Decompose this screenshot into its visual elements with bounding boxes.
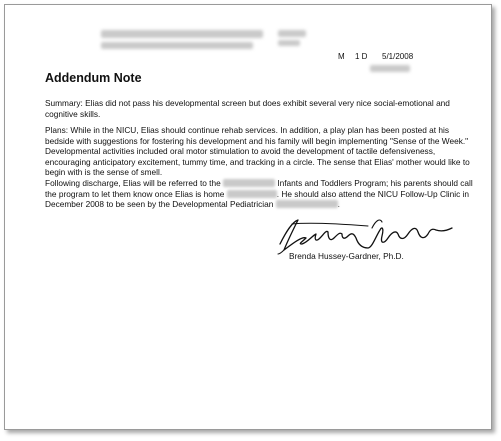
discharge-text-1: Following discharge, Elias will be referred to the	[45, 178, 221, 188]
redacted-location	[370, 65, 410, 72]
summary-paragraph: Summary: Elias did not pass his developmental screen but does exhibit several very nice social-emotional and cognitive skills.	[45, 98, 450, 119]
redacted-pediatrician-name	[276, 200, 338, 208]
redacted-record-number	[278, 30, 306, 37]
redacted-phone-number	[227, 190, 277, 198]
redacted-patient-name	[101, 30, 263, 38]
discharge-paragraph	[45, 178, 473, 210]
note-date: 5/1/2008	[382, 52, 414, 61]
redacted-record-detail	[278, 40, 300, 46]
signature-name: Brenda Hussey-Gardner, Ph.D.	[289, 251, 404, 261]
redacted-patient-info	[101, 42, 253, 49]
discharge-text-4: .	[337, 199, 340, 210]
plans-paragraph: Plans: While in the NICU, Elias should continue rehab services. In addition, a play plan has been posted at his bedside with suggestions for fostering his development and his family will begin implementing "Sense of the Week." Developmental activities included oral motor stimulation to avoid the development of tactile defensiveness, encouraging anticipatory excitement, tummy time, and tracking in a circle. The sense that Elias' mother would like to begin with is the sense of smell.	[45, 125, 470, 178]
patient-gender: M	[338, 52, 345, 61]
patient-age: 1 D	[355, 52, 368, 61]
page-title: Addendum Note	[45, 71, 142, 85]
redacted-program-name	[223, 179, 275, 187]
discharge-text-3: . He should also attend the NICU Follow-Up Clinic in December 2008 to be seen by the Developmental Pediatrician	[45, 188, 470, 210]
handwritten-signature	[272, 214, 460, 256]
discharge-text-2: Infants and Toddlers Program; his parents should call the program to let them know once Elias is home	[45, 178, 473, 199]
